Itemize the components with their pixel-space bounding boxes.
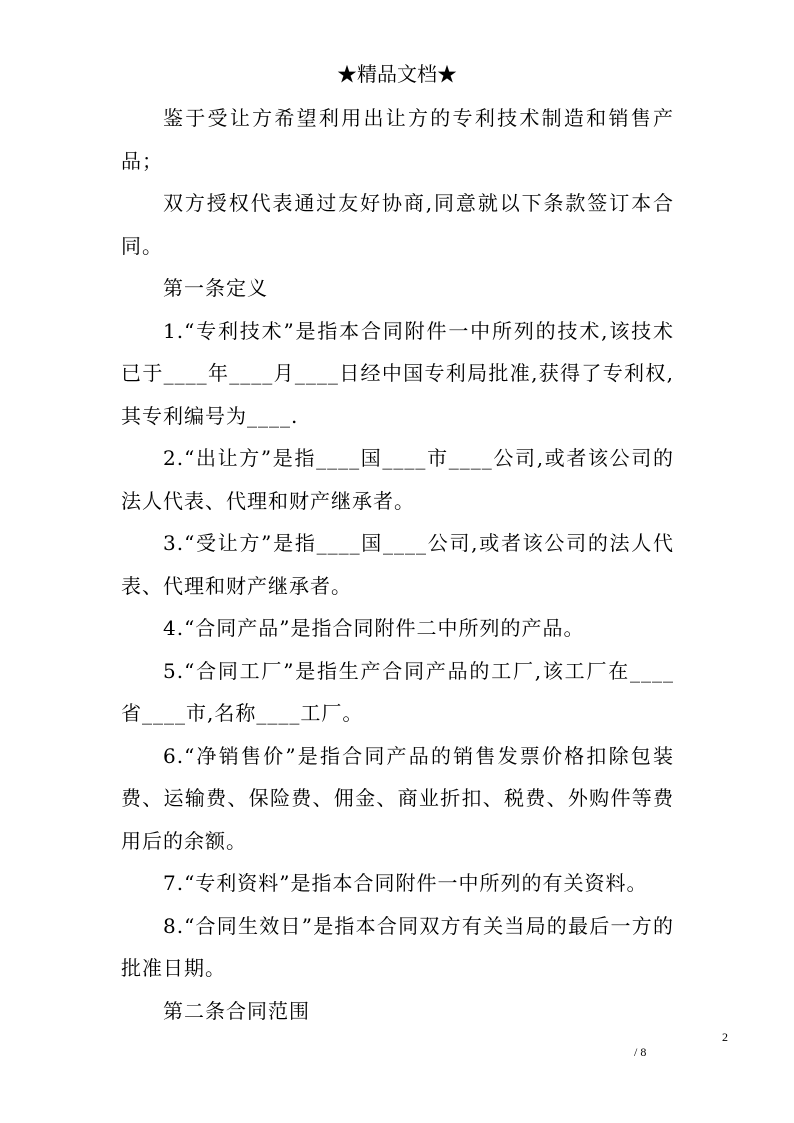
definition-item-8: 8.“合同生效日”是指本合同双方有关当局的最后一方的批准日期。	[121, 913, 674, 980]
definition-item-2: 2.“出让方”是指____国____市____公司,或者该公司的法人代表、代理和财产继承者。	[121, 446, 674, 513]
document-header: ★精品文档★	[337, 62, 457, 86]
definition-item-3: 3.“受让方”是指____国____公司,或者该公司的法人代表、代理和财产继承者。	[121, 531, 674, 598]
definition-item-6: 6.“净销售价”是指合同产品的销售发票价格扣除包装费、运输费、保险费、佣金、商业折扣、税费、外购件等费用后的余额。	[121, 743, 674, 853]
section-heading-2: 第二条合同范围	[163, 998, 310, 1023]
definition-item-1: 1.“专利技术”是指本合同附件一中所列的技术,该技术已于____年____月____日经中国专利局批准,获得了专利权,其专利编号为____.	[121, 318, 674, 428]
paragraph-preamble-2: 双方授权代表通过友好协商,同意就以下条款签订本合同。	[121, 191, 674, 258]
definition-item-4: 4.“合同产品”是指合同附件二中所列的产品。	[163, 616, 585, 640]
page-number: 2	[722, 1030, 728, 1044]
definition-item-5: 5.“合同工厂”是指生产合同产品的工厂,该工厂在____省____市,名称____工厂。	[121, 658, 674, 725]
document-body	[121, 97, 674, 1032]
section-heading-1: 第一条定义	[163, 276, 268, 300]
page-total: / 8	[634, 1045, 647, 1059]
definition-item-7: 7.“专利资料”是指本合同附件一中所列的有关资料。	[163, 871, 648, 895]
paragraph-preamble-1: 鉴于受让方希望利用出让方的专利技术制造和销售产品；	[121, 106, 674, 173]
